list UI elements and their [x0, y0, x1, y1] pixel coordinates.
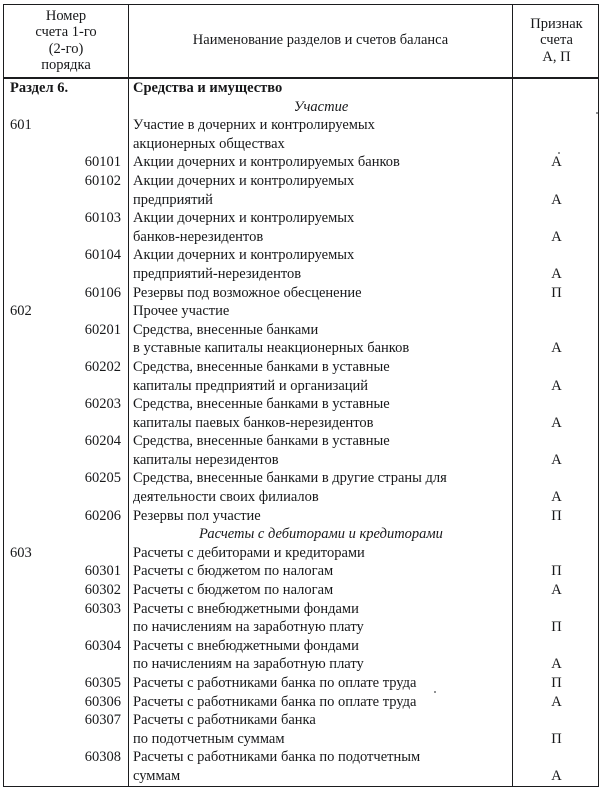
cell-account-name: предприятий-нерезидентов	[133, 265, 302, 282]
table-row	[0, 525, 605, 544]
cell-account-name: по начислениям на заработную плату	[133, 656, 364, 673]
column-header-sign	[514, 4, 599, 77]
cell-account-name: Акции дочерних и контролируемых	[133, 172, 355, 189]
table-row	[0, 730, 605, 749]
table-row	[0, 693, 605, 712]
cell-account-code: 60203	[84, 396, 121, 413]
cell-account-name: Акции дочерних и контролируемых	[133, 247, 355, 264]
cell-account-code: 60303	[84, 600, 121, 617]
table-row	[0, 209, 605, 228]
column-header-sign-line-3: А, П	[542, 48, 571, 65]
cell-account-code: 60302	[84, 582, 121, 599]
table-row	[0, 246, 605, 265]
cell-section-heading: Участие	[293, 98, 349, 115]
table-row	[0, 674, 605, 693]
cell-account-name: акционерных обществах	[133, 135, 285, 152]
cell-account-name: капиталы нерезидентов	[133, 451, 279, 468]
cell-account-sign: А	[551, 154, 562, 171]
cell-account-code: 60204	[84, 433, 121, 450]
cell-account-name: Средства, внесенные банками	[133, 321, 319, 338]
cell-account-code: 60306	[84, 693, 121, 710]
cell-account-code: Раздел 6.	[10, 80, 69, 96]
cell-account-code: 60102	[84, 172, 121, 189]
cell-account-sign: П	[551, 730, 562, 747]
table-row	[0, 284, 605, 303]
cell-account-sign: А	[551, 377, 562, 394]
cell-account-code: 60106	[84, 284, 121, 301]
column-header-account-number-line-3: (2-го)	[48, 40, 84, 57]
column-header-account-number-line-1: Номер	[45, 7, 87, 24]
cell-account-name: Расчеты с работниками банка по оплате труда	[133, 693, 417, 710]
cell-account-name: Расчеты с дебиторами и кредиторами	[133, 544, 365, 561]
cell-account-name: Расчеты с бюджетом по налогам	[133, 563, 334, 580]
column-header-name-text: Наименование разделов и счетов баланса	[192, 32, 449, 49]
cell-account-sign: А	[551, 693, 562, 710]
cell-account-name: по подотчетным суммам	[133, 730, 285, 747]
cell-account-name: капиталы паевых банков-нерезидентов	[133, 414, 374, 431]
table-row	[0, 377, 605, 396]
table-body	[0, 79, 605, 786]
column-header-account-number-line-2: счета 1-го	[35, 24, 97, 40]
cell-account-sign: П	[551, 563, 562, 580]
cell-account-code: 601	[10, 117, 32, 134]
table-row	[0, 637, 605, 656]
cell-account-code: 60202	[84, 358, 121, 375]
cell-account-name: в уставные капиталы неакционерных банков	[133, 340, 410, 357]
table-row	[0, 655, 605, 674]
cell-account-code: 60307	[84, 712, 121, 729]
cell-account-code: 60206	[84, 507, 121, 524]
table-row	[0, 618, 605, 637]
table-row	[0, 228, 605, 247]
cell-account-code: 60103	[84, 210, 121, 227]
cell-account-name: по начислениям на заработную плату	[133, 619, 364, 636]
cell-account-code: 60101	[84, 154, 121, 171]
cell-account-name: Расчеты с работниками банка по подотчетным	[133, 749, 421, 766]
table-row	[0, 711, 605, 730]
table-row	[0, 265, 605, 284]
table-row	[0, 358, 605, 377]
cell-section-heading: Расчеты с дебиторами и кредиторами	[199, 526, 443, 543]
cell-account-code: 60104	[84, 247, 121, 264]
cell-account-name: Расчеты с бюджетом по налогам	[133, 582, 334, 599]
table-row	[0, 339, 605, 358]
column-header-account-number	[4, 4, 128, 77]
cell-account-sign: П	[551, 675, 562, 691]
cell-account-name: Средства, внесенные банками в другие страны для	[133, 470, 447, 487]
table-row	[0, 451, 605, 470]
cell-account-name: Резервы под возможное обесценение	[133, 284, 362, 301]
cell-account-name: Средства и имущество	[133, 80, 283, 96]
cell-account-name: капиталы предприятий и организаций	[133, 377, 369, 394]
cell-account-sign: П	[551, 619, 562, 636]
cell-account-name: Расчеты с внебюджетными фондами	[133, 637, 359, 654]
table-row	[0, 767, 605, 786]
table-row	[0, 562, 605, 581]
table-row	[0, 414, 605, 433]
scan-speckle	[558, 152, 560, 154]
cell-account-code: 60201	[84, 321, 121, 338]
cell-account-name: Акции дочерних и контролируемых банков	[133, 154, 400, 171]
cell-account-sign: А	[551, 656, 562, 673]
table-row	[0, 116, 605, 135]
cell-account-sign: А	[551, 767, 562, 784]
cell-account-name: суммам	[133, 767, 181, 784]
cell-account-sign: А	[551, 228, 562, 245]
cell-account-name: Расчеты с работниками банка	[133, 712, 316, 729]
cell-account-name: банков-нерезидентов	[133, 228, 264, 245]
column-header-sign-line-2: счета	[540, 32, 573, 49]
table-row	[0, 544, 605, 563]
table-row	[0, 469, 605, 488]
scan-speckle	[434, 691, 436, 693]
table-row	[0, 395, 605, 414]
cell-account-code: 603	[10, 544, 32, 561]
cell-account-sign: А	[551, 265, 562, 282]
cell-account-name: Средства, внесенные банками в уставные	[133, 358, 390, 375]
table-row	[0, 153, 605, 172]
column-header-sign-line-1: Признак	[530, 15, 583, 32]
cell-account-name: Расчеты с работниками банка по оплате труда	[133, 675, 417, 691]
cell-account-sign: А	[551, 489, 562, 506]
column-header-name	[130, 4, 511, 77]
cell-account-name: Резервы пол участие	[133, 507, 261, 524]
cell-account-name: Акции дочерних и контролируемых	[133, 210, 355, 227]
cell-account-code: 60205	[84, 470, 121, 487]
column-header-account-number-line-4: порядка	[41, 57, 91, 73]
table-row	[0, 98, 605, 117]
cell-account-sign: П	[551, 284, 562, 301]
table-row	[0, 191, 605, 210]
cell-account-name: предприятий	[133, 191, 213, 208]
table-row	[0, 135, 605, 154]
cell-account-name: Участие в дочерних и контролируемых	[133, 117, 375, 134]
cell-account-name: Средства, внесенные банками в уставные	[133, 433, 390, 450]
table-row	[0, 79, 605, 98]
cell-account-code: 60308	[84, 749, 121, 766]
table-row	[0, 488, 605, 507]
cell-account-code: 60305	[84, 675, 121, 691]
cell-account-sign: А	[551, 414, 562, 431]
table-row	[0, 321, 605, 340]
cell-account-code: 602	[10, 303, 32, 320]
cell-account-sign: А	[551, 582, 562, 599]
cell-account-sign: А	[551, 191, 562, 208]
cell-account-name: Расчеты с внебюджетными фондами	[133, 600, 359, 617]
scan-speckle	[596, 112, 598, 114]
cell-account-code: 60304	[84, 637, 121, 654]
cell-account-sign: А	[551, 340, 562, 357]
table-row	[0, 581, 605, 600]
cell-account-sign: П	[551, 507, 562, 524]
table-row	[0, 507, 605, 526]
table-row	[0, 600, 605, 619]
cell-account-name: деятельности своих филиалов	[133, 489, 319, 506]
table-row	[0, 172, 605, 191]
cell-account-sign: А	[551, 451, 562, 468]
cell-account-name: Прочее участие	[133, 303, 230, 320]
table-row	[0, 748, 605, 767]
table-row	[0, 432, 605, 451]
table-row	[0, 302, 605, 321]
cell-account-name: Средства, внесенные банками в уставные	[133, 396, 390, 413]
cell-account-code: 60301	[84, 563, 121, 580]
